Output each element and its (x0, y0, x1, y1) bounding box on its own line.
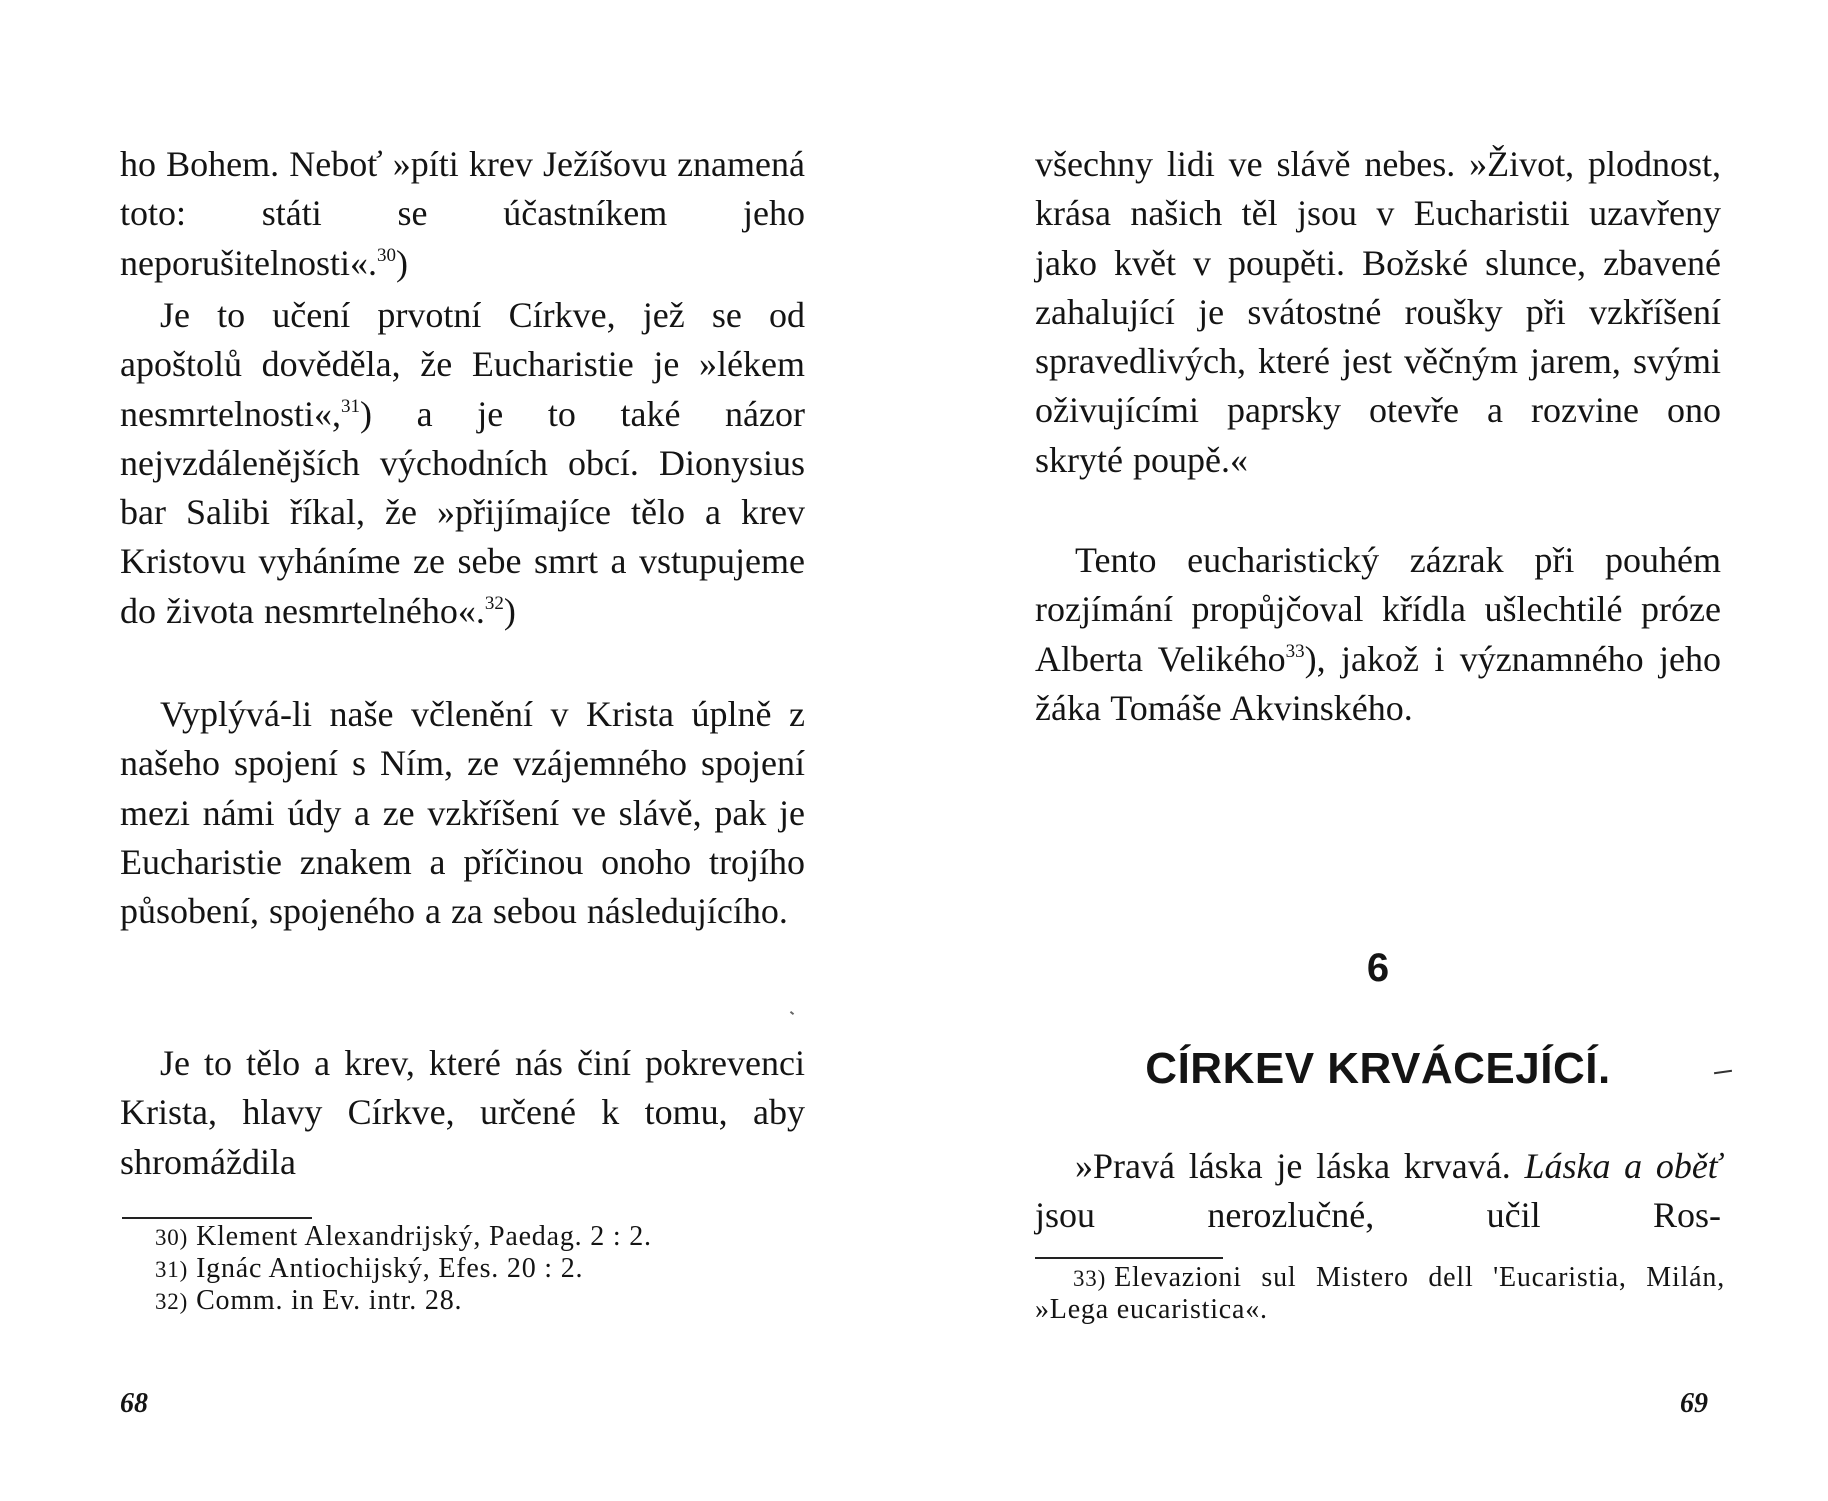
paragraph: Je to učení prvotní Církve, jež se od apoštolů dověděla, že Eucharistie je »lékem nesmrtelnosti«,$^{31}$) a je to také názor nejvzdálenějších východních obcí. Dionysius bar Salibi říkal, že »přijímajíce tělo a krev Kristovu vyháníme ze sebe smrt a vstupujeme do života nesmrtelného«.$^{32}$) (120, 295, 805, 631)
footnote-ref[interactable]: 31 (340, 395, 360, 417)
paragraph: všechny lidi ve slávě nebes. »Život, plodnost, krása našich těl jsou v Eucharistii uzavřeny jako květ v poupěti. Božské slunce, zbavené zahalující je svátostné roušky při vzkříšení spravedlivých, které jest věčným jarem, svými oživujícími paprsky otevře a rozvine ono skryté poupě.« (1035, 144, 1721, 480)
footnote-divider (122, 1217, 312, 1219)
footnote-number: 33) (1073, 1266, 1107, 1291)
right-page (914, 0, 1828, 1501)
italic-phrase: Láska a oběť (1524, 1146, 1721, 1186)
footnote-number: 30) (155, 1225, 189, 1250)
page-number: 69 (1680, 1388, 1708, 1419)
chapter-title: CÍRKEV KRVÁCEJÍCÍ. (1145, 1044, 1611, 1093)
footnotes (1035, 1262, 1725, 1325)
chapter-number: 6 (1366, 946, 1390, 990)
stray-mark (790, 1011, 794, 1015)
paragraph: Tento eucharistický zázrak při pouhém rozjímání propůjčoval křídla ušlechtilé próze Alberta Velikého$^{33}$), jakož i významného jeho žáka Tomáše Akvinského. (1035, 540, 1721, 728)
paragraph: »Pravá láska je láska krvavá. Láska a oběť jsou nerozlučné, učil Ros- (1035, 1146, 1721, 1236)
paragraph: Je to tělo a krev, které nás činí pokrevenci Krista, hlavy Církve, určené k tomu, aby shromáždila (120, 1043, 805, 1182)
footnote-ref[interactable]: 32 (484, 592, 504, 614)
footnote-ref[interactable]: 30 (376, 244, 396, 266)
footnote: 30) Klement Alexandrijský, Paedag. 2 : 2. (155, 1221, 652, 1252)
footnotes (155, 1221, 815, 1317)
footnote-number: 32) (155, 1289, 189, 1314)
footnote-number: 31) (155, 1257, 189, 1282)
paragraph: Vyplývá-li naše včlenění v Krista úplně z našeho spojení s Ním, ze vzájemného spojení mezi námi údy a ze vzkříšení ve slávě, pak je Eucharistie znakem a příčinou onoho trojího působení, spojeného a za sebou následujícího. (120, 694, 805, 932)
footnote: 31) Ignác Antiochijský, Efes. 20 : 2. (155, 1253, 584, 1284)
footnote: 32) Comm. in Ev. intr. 28. (155, 1285, 463, 1316)
footnote-divider (1035, 1257, 1223, 1259)
footnote-ref[interactable]: 33 (1285, 640, 1305, 662)
paragraph: ho Bohem. Neboť »píti krev Ježíšovu znamená toto: státi se účastníkem jeho neporušitelnosti«.$^{30}$) (120, 144, 805, 283)
footnote: 33) Elevazioni sul Mistero dell 'Eucaristia, Milán, »Lega eucaristica«. (1035, 1262, 1725, 1325)
page-number: 68 (120, 1388, 148, 1419)
